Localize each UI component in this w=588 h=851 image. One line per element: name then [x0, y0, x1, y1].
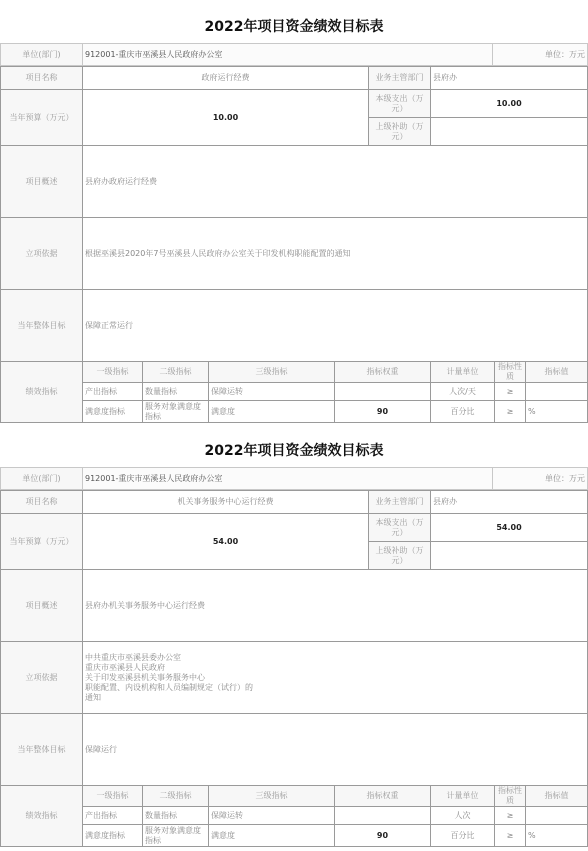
indicator-label: 绩效指标 — [1, 786, 83, 847]
overview-label: 项目概述 — [1, 570, 83, 642]
budget-basic-value: 10.00 — [431, 90, 588, 118]
header-value: 指标值 — [526, 362, 588, 383]
row-weight — [335, 383, 431, 401]
basis-label: 立项依据 — [1, 642, 83, 714]
basis-value: 根据巫溪县2020年7号巫溪县人民政府办公室关于印发机构职能配置的通知 — [83, 218, 588, 290]
budget-total: 54.00 — [83, 514, 369, 570]
header-level2: 二级指标 — [143, 362, 209, 383]
section-2-table — [0, 490, 588, 847]
budget-other-value — [431, 542, 588, 570]
unit-label: 单位(部门) — [1, 44, 83, 66]
budget-basic-value: 54.00 — [431, 514, 588, 542]
dept-label: 业务主管部门 — [369, 67, 431, 90]
overview-value: 县府办机关事务服务中心运行经费 — [83, 570, 588, 642]
overview-label: 项目概述 — [1, 146, 83, 218]
header-value: 指标值 — [526, 786, 588, 807]
money-unit: 单位：万元 — [493, 44, 588, 66]
row-nature: ≥ — [495, 825, 526, 847]
row-unit: 百分比 — [431, 825, 495, 847]
row-value: % — [526, 825, 588, 847]
header-level3: 三级指标 — [209, 786, 335, 807]
project-name-label: 项目名称 — [1, 67, 83, 90]
row-weight: 90 — [335, 401, 431, 423]
header-nature: 指标性质 — [495, 362, 526, 383]
section-1-unit-row — [0, 43, 588, 66]
row-value: % — [526, 401, 588, 423]
header-weight: 指标权重 — [335, 786, 431, 807]
indicator-label: 绩效指标 — [1, 362, 83, 423]
dept-value: 县府办 — [431, 67, 588, 90]
unit-value: 912001-重庆市巫溪县人民政府办公室 — [83, 468, 493, 490]
row-level2: 数量指标 — [143, 383, 209, 401]
row-unit: 人次 — [431, 807, 495, 825]
row-value — [526, 807, 588, 825]
budget-other-label: 上级补助（万元） — [369, 542, 431, 570]
row-weight — [335, 807, 431, 825]
goal-value: 保障正常运行 — [83, 290, 588, 362]
row-level1: 产出指标 — [83, 807, 143, 825]
row-level1: 产出指标 — [83, 383, 143, 401]
header-level2: 二级指标 — [143, 786, 209, 807]
row-level3: 满意度 — [209, 825, 335, 847]
row-level1: 满意度指标 — [83, 401, 143, 423]
header-level1: 一级指标 — [83, 362, 143, 383]
header-unit: 计量单位 — [431, 786, 495, 807]
project-name-label: 项目名称 — [1, 491, 83, 514]
table-row — [1, 383, 588, 401]
section-1-title: 2022年项目资金绩效目标表 — [204, 19, 384, 35]
header-level1: 一级指标 — [83, 786, 143, 807]
row-level1: 满意度指标 — [83, 825, 143, 847]
row-level2: 服务对象满意度指标 — [143, 401, 209, 423]
table-row — [1, 401, 588, 423]
budget-label: 当年预算（万元） — [1, 90, 83, 146]
budget-other-label: 上级补助（万元） — [369, 118, 431, 146]
dept-label: 业务主管部门 — [369, 491, 431, 514]
goal-label: 当年整体目标 — [1, 290, 83, 362]
row-weight: 90 — [335, 825, 431, 847]
budget-basic-label: 本级支出（万元） — [369, 514, 431, 542]
unit-value: 912001-重庆市巫溪县人民政府办公室 — [83, 44, 493, 66]
section-1-table — [0, 66, 588, 423]
header-nature: 指标性质 — [495, 786, 526, 807]
basis-label: 立项依据 — [1, 218, 83, 290]
row-nature: ≥ — [495, 401, 526, 423]
budget-label: 当年预算（万元） — [1, 514, 83, 570]
header-unit: 计量单位 — [431, 362, 495, 383]
unit-label: 单位(部门) — [1, 468, 83, 490]
budget-other-value — [431, 118, 588, 146]
header-level3: 三级指标 — [209, 362, 335, 383]
row-level3: 保障运转 — [209, 383, 335, 401]
section-2-title: 2022年项目资金绩效目标表 — [204, 443, 384, 459]
table-row — [1, 825, 588, 847]
row-level2: 服务对象满意度指标 — [143, 825, 209, 847]
goal-label: 当年整体目标 — [1, 714, 83, 786]
table-row — [1, 807, 588, 825]
overview-value: 县府办政府运行经费 — [83, 146, 588, 218]
project-name-value: 政府运行经费 — [83, 67, 369, 90]
section-2-unit-row — [0, 467, 588, 490]
basis-value: 中共重庆市巫溪县委办公室 重庆市巫溪县人民政府 关于印发巫溪县机关事务服务中心 职能配置、内设机构和人员编制规定（试行）的 通知 — [83, 642, 588, 714]
header-weight: 指标权重 — [335, 362, 431, 383]
row-level3: 保障运转 — [209, 807, 335, 825]
row-unit: 人次/天 — [431, 383, 495, 401]
budget-basic-label: 本级支出（万元） — [369, 90, 431, 118]
row-level3: 满意度 — [209, 401, 335, 423]
project-name-value: 机关事务服务中心运行经费 — [83, 491, 369, 514]
row-nature: ≥ — [495, 383, 526, 401]
budget-total: 10.00 — [83, 90, 369, 146]
row-nature: ≥ — [495, 807, 526, 825]
row-value — [526, 383, 588, 401]
money-unit: 单位：万元 — [493, 468, 588, 490]
dept-value: 县府办 — [431, 491, 588, 514]
row-unit: 百分比 — [431, 401, 495, 423]
row-level2: 数量指标 — [143, 807, 209, 825]
goal-value: 保障运行 — [83, 714, 588, 786]
